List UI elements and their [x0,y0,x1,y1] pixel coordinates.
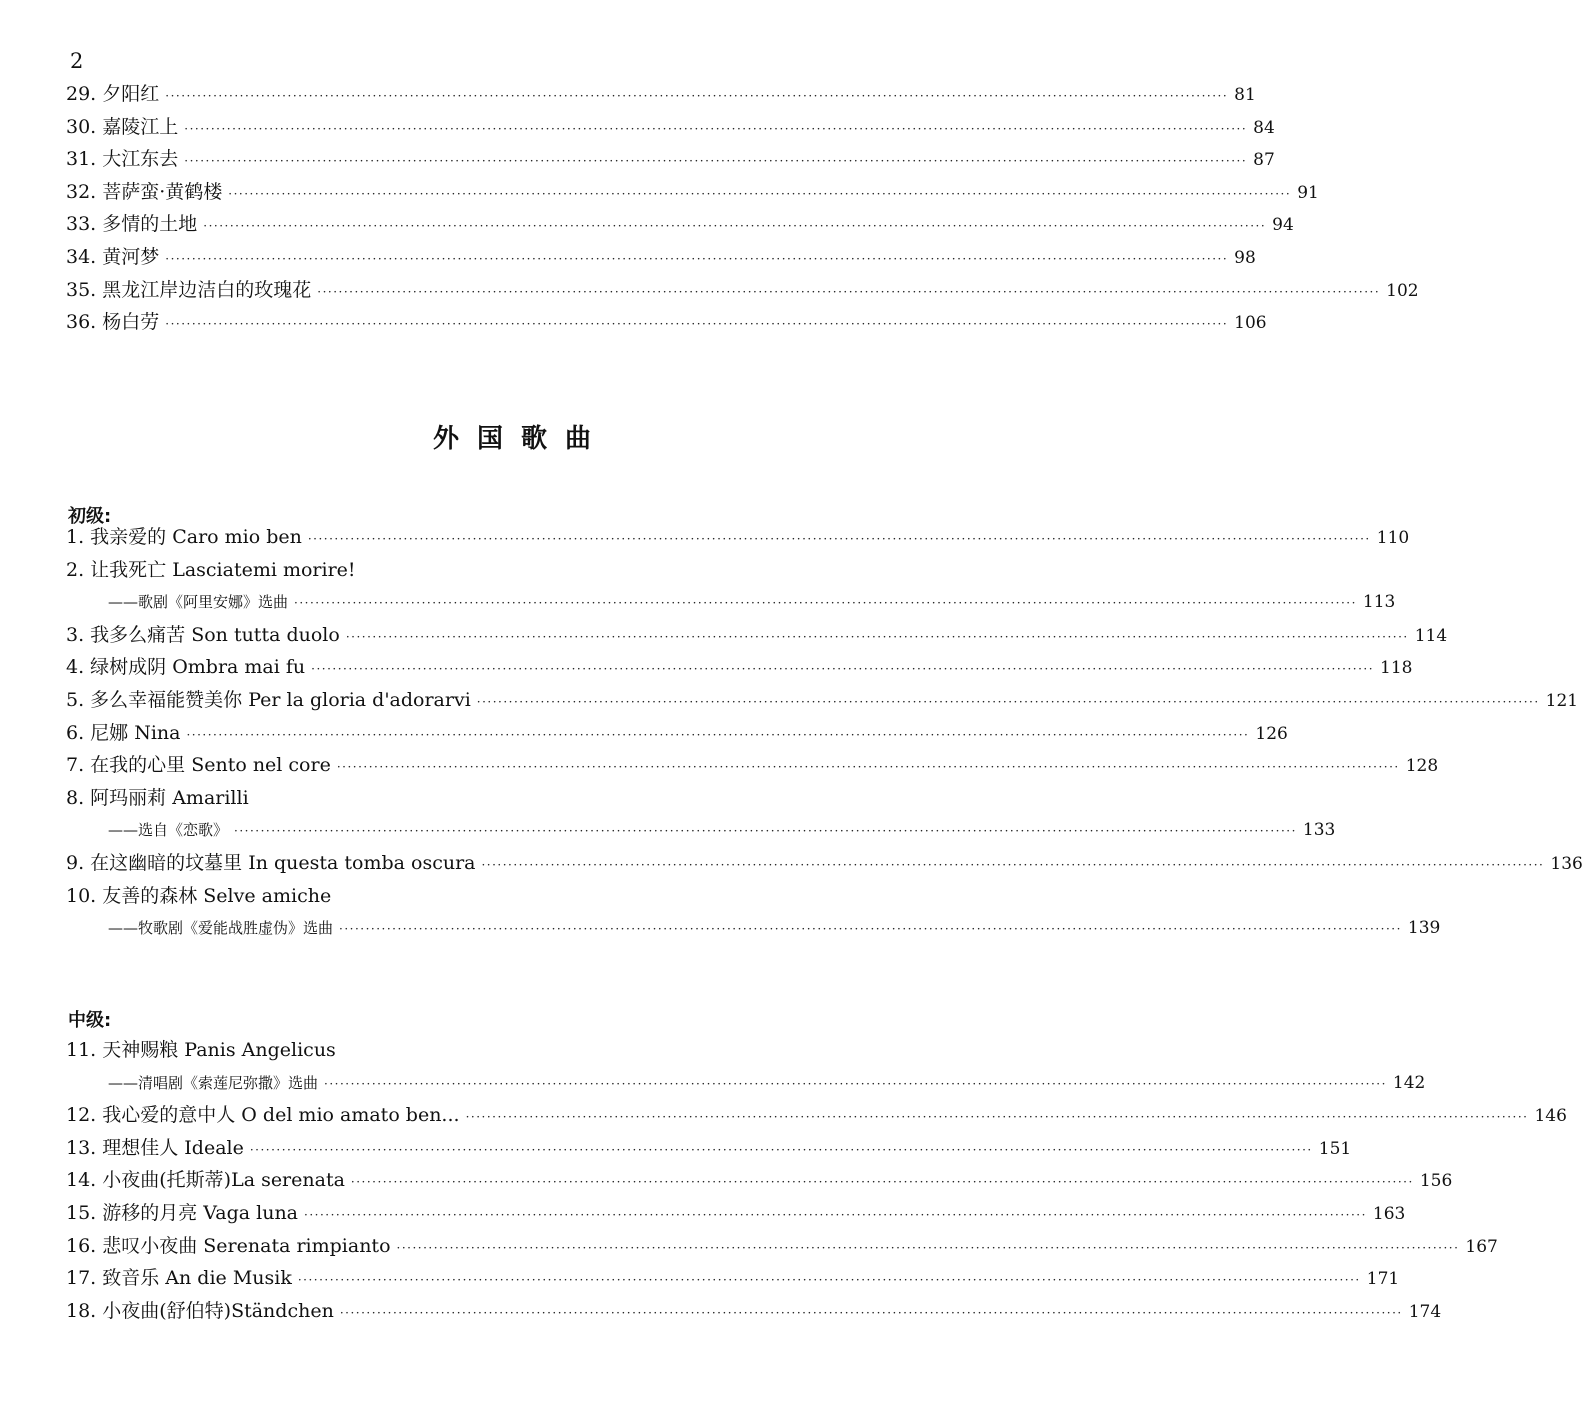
dot-leader: ········································································································································································································ [345,629,1409,644]
toc-page-number: 121 [1545,690,1579,711]
dot-leader: ········································································································································································································ [311,662,1375,677]
dot-leader: ········································································································································································································ [184,154,1248,169]
dot-leader: ········································································································································································································ [294,596,1357,611]
toc-page-number: 139 [1407,918,1441,939]
toc-entry-title: 36. 杨白劳 [66,311,160,334]
toc-entry-title: 18. 小夜曲(舒伯特)Ständchen [66,1299,334,1322]
toc-chinese-songs [66,78,1419,339]
toc-entry-title: 6. 尼娜 Nina [66,721,181,744]
toc-entry [66,208,1294,241]
toc-entry-title: 3. 我多么痛苦 Son tutta duolo [66,623,340,646]
toc-page-number: 151 [1318,1138,1352,1159]
toc-entry-title: 17. 致音乐 An die Musik [66,1267,292,1290]
toc-page-number: 171 [1366,1269,1400,1290]
section-title: 外国歌曲 [432,424,609,454]
dot-leader: ········································································································································································································ [249,1142,1313,1157]
dot-leader: ········································································································································································································ [297,1273,1361,1288]
dot-leader: ········································································································································································································ [324,1076,1387,1091]
toc-page-number: 114 [1414,625,1448,646]
dot-leader: ········································································································································································································ [317,284,1381,299]
toc-page-number: 142 [1392,1072,1426,1093]
toc-entry-title: 14. 小夜曲(托斯蒂)La serenata [66,1169,345,1192]
toc-entry [66,176,1319,209]
dot-leader: ········································································································································································································ [165,89,1229,103]
toc-entry-title: 11. 天神赐粮 Panis Angelicus [66,1039,336,1061]
level-label-intermediate: 中级: [68,1010,112,1031]
toc-entry [66,1099,1567,1132]
toc-page-number: 163 [1372,1203,1406,1224]
toc-entry [66,1230,1498,1263]
toc-entry [66,241,1256,274]
toc-entry-title: 31. 大江东去 [66,148,179,171]
toc-page-number: 118 [1380,658,1413,679]
toc-entry-title: 35. 黑龙江岸边洁白的玫瑰花 [66,278,312,301]
toc-intermediate [66,1034,1567,1327]
toc-page-number: 126 [1255,723,1288,744]
toc-entry-title: 2. 让我死亡 Lasciatemi morire! [66,558,356,581]
level-label-beginner: 初级: [68,506,112,527]
toc-subtitle: ——牧歌剧《爱能战胜虚伪》选曲 [108,919,334,938]
toc-subtitle-row [66,912,1441,945]
dot-leader: ········································································································································································································ [186,727,1250,742]
toc-entry [66,143,1275,176]
toc-page-number: 110 [1376,528,1410,548]
toc-entry [66,78,1256,111]
toc-entry [66,749,1439,782]
toc-entry-title: 34. 黄河梦 [66,245,160,268]
dot-leader: ········································································································································································································ [203,219,1267,234]
toc-page-number: 128 [1405,756,1439,777]
page-number: 2 [70,49,84,73]
toc-entry [66,1164,1453,1197]
dot-leader: ········································································································································································································ [350,1175,1414,1190]
dot-leader: ········································································································································································································ [481,857,1545,872]
toc-page-number: 98 [1234,247,1256,268]
toc-entry [66,782,958,815]
dot-leader: ········································································································································································································ [339,1305,1403,1320]
toc-page-number: 136 [1550,853,1583,874]
toc-entry [66,684,1579,717]
toc-subtitle-row [66,1067,1426,1100]
toc-entry-title: 12. 我心爱的意中人 O del mio amato ben... [66,1104,460,1127]
dot-leader: ········································································································································································································ [339,922,1402,937]
toc-entry [66,880,958,913]
toc-entry [66,274,1419,307]
toc-entry [66,554,958,587]
toc-subtitle: ——歌剧《阿里安娜》选曲 [108,593,289,612]
toc-subtitle: ——选自《恋歌》 [108,821,229,840]
toc-page-number: 102 [1386,280,1419,301]
toc-page-number: 113 [1362,592,1396,613]
toc-subtitle-row [66,586,1396,619]
toc-entry-title: 5. 多么幸福能赞美你 Per la gloria d'adorarvi [66,688,471,711]
dot-leader: ········································································································································································································ [184,121,1248,136]
toc-entry-title: 16. 悲叹小夜曲 Serenata rimpianto [66,1234,391,1257]
dot-leader: ········································································································································································································ [307,532,1371,546]
toc-entry [66,619,1448,652]
toc-entry-title: 8. 阿玛丽莉 Amarilli [66,786,249,809]
toc-page-number: 94 [1272,215,1294,236]
dot-leader: ········································································································································································································ [396,1240,1460,1255]
dot-leader: ········································································································································································································ [465,1110,1529,1125]
toc-beginner [66,521,1583,945]
toc-entry [66,1262,1400,1295]
toc-entry-title: 13. 理想佳人 Ideale [66,1136,244,1159]
toc-entry [66,1034,958,1067]
toc-entry-title: 29. 夕阳红 [66,83,160,105]
dot-leader: ········································································································································································································ [336,760,1400,775]
toc-entry [66,651,1413,684]
toc-entry [66,521,1410,554]
toc-page-number: 84 [1253,117,1275,138]
toc-entry [66,1132,1352,1165]
toc-page-number: 81 [1234,85,1256,105]
toc-entry [66,1295,1442,1328]
dot-leader: ········································································································································································································ [304,1207,1367,1222]
toc-entry [66,717,1288,750]
toc-subtitle-row [66,814,1336,847]
dot-leader: ········································································································································································································ [476,694,1540,709]
toc-entry-title: 4. 绿树成阴 Ombra mai fu [66,656,306,679]
dot-leader: ········································································································································································································ [165,251,1229,266]
toc-page-number: 174 [1408,1301,1442,1322]
toc-entry [66,1197,1406,1230]
toc-page-number: 156 [1419,1171,1453,1192]
toc-entry-title: 15. 游移的月亮 Vaga luna [66,1201,299,1224]
dot-leader: ········································································································································································································ [228,186,1292,201]
toc-entry-title: 9. 在这幽暗的坟墓里 In questa tomba oscura [66,851,476,874]
dot-leader: ········································································································································································································ [234,824,1297,839]
toc-page-number: 91 [1297,182,1319,203]
toc-entry [66,847,1583,880]
toc-entry-title: 7. 在我的心里 Sento nel core [66,754,331,777]
toc-page-number: 87 [1253,150,1275,171]
dot-leader: ········································································································································································································ [165,317,1229,332]
toc-entry-title: 33. 多情的土地 [66,213,198,236]
toc-entry-title: 1. 我亲爱的 Caro mio ben [66,526,302,548]
toc-entry-title: 32. 菩萨蛮·黄鹤楼 [66,180,223,203]
toc-page-number: 146 [1534,1106,1567,1127]
toc-page-number: 167 [1465,1236,1498,1257]
toc-subtitle: ——清唱剧《索莲尼弥撒》选曲 [108,1073,319,1092]
toc-page-number: 133 [1302,820,1336,841]
toc-entry [66,111,1275,144]
toc-page-number: 106 [1234,313,1267,334]
toc-entry-title: 10. 友善的森林 Selve amiche [66,884,332,907]
toc-entry-title: 30. 嘉陵江上 [66,115,179,138]
toc-entry [66,306,1267,339]
